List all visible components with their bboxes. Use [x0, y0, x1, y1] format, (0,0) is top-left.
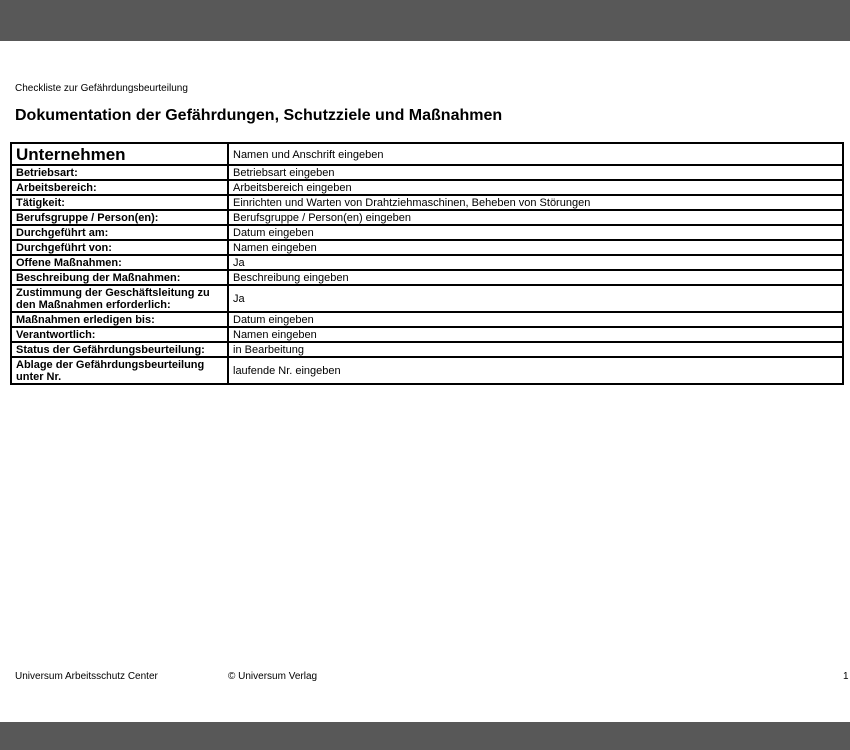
row-label: Offene Maßnahmen:: [11, 255, 228, 270]
table-row-verantwortlich: [11, 327, 843, 342]
row-value[interactable]: Ja: [228, 255, 843, 270]
table-row-ablage: [11, 357, 843, 384]
row-value[interactable]: Datum eingeben: [228, 225, 843, 240]
row-label: Maßnahmen erledigen bis:: [11, 312, 228, 327]
table-row-beschreibung: [11, 270, 843, 285]
viewer-top-bar: [0, 0, 850, 41]
document-page: [0, 41, 850, 722]
footer-company: Universum Arbeitsschutz Center: [15, 671, 158, 682]
row-value[interactable]: Beschreibung eingeben: [228, 270, 843, 285]
row-value[interactable]: Berufsgruppe / Person(en) eingeben: [228, 210, 843, 225]
footer-copyright: © Universum Verlag: [228, 671, 318, 682]
row-value[interactable]: Einrichten und Warten von Drahtziehmaschinen, Beheben von Störungen: [228, 195, 843, 210]
row-label: Status der Gefährdungsbeurteilung:: [11, 342, 228, 357]
table-row-taetigkeit: [11, 195, 843, 210]
footer-page-number: 1: [843, 671, 849, 682]
table-row-status: [11, 342, 843, 357]
checklist-table: [10, 142, 844, 385]
row-value[interactable]: in Bearbeitung: [228, 342, 843, 357]
row-label: Ablage der Gefährdungsbeurteilung unter Nr.: [11, 357, 228, 384]
row-value[interactable]: Namen eingeben: [228, 240, 843, 255]
table-row-zustimmung: [11, 285, 843, 312]
table-row-arbeitsbereich: [11, 180, 843, 195]
row-label: Zustimmung der Geschäftsleitung zu den Maßnahmen erforderlich:: [11, 285, 228, 312]
row-value[interactable]: Namen und Anschrift eingeben: [228, 143, 843, 165]
row-label: Tätigkeit:: [11, 195, 228, 210]
row-label: Beschreibung der Maßnahmen:: [11, 270, 228, 285]
table-row-offene-massnahmen: [11, 255, 843, 270]
row-label: Unternehmen: [11, 143, 228, 165]
row-value[interactable]: Arbeitsbereich eingeben: [228, 180, 843, 195]
document-header: Checkliste zur Gefährdungsbeurteilung: [15, 83, 188, 94]
row-value[interactable]: Datum eingeben: [228, 312, 843, 327]
row-value[interactable]: Betriebsart eingeben: [228, 165, 843, 180]
table-row-erledigen-bis: [11, 312, 843, 327]
table-row-unternehmen: [11, 143, 843, 165]
table-row-betriebsart: [11, 165, 843, 180]
viewer-bottom-bar: [0, 722, 850, 750]
table-row-berufsgruppe: [11, 210, 843, 225]
row-label: Berufsgruppe / Person(en):: [11, 210, 228, 225]
row-label: Durchgeführt am:: [11, 225, 228, 240]
table-row-durchgefuehrt-von: [11, 240, 843, 255]
table-row-durchgefuehrt-am: [11, 225, 843, 240]
row-label: Betriebsart:: [11, 165, 228, 180]
document-title: Dokumentation der Gefährdungen, Schutzziele und Maßnahmen: [15, 107, 503, 124]
row-label: Durchgeführt von:: [11, 240, 228, 255]
row-label: Verantwortlich:: [11, 327, 228, 342]
row-label: Arbeitsbereich:: [11, 180, 228, 195]
row-value[interactable]: laufende Nr. eingeben: [228, 357, 843, 384]
row-value[interactable]: Ja: [228, 285, 843, 312]
row-value[interactable]: Namen eingeben: [228, 327, 843, 342]
